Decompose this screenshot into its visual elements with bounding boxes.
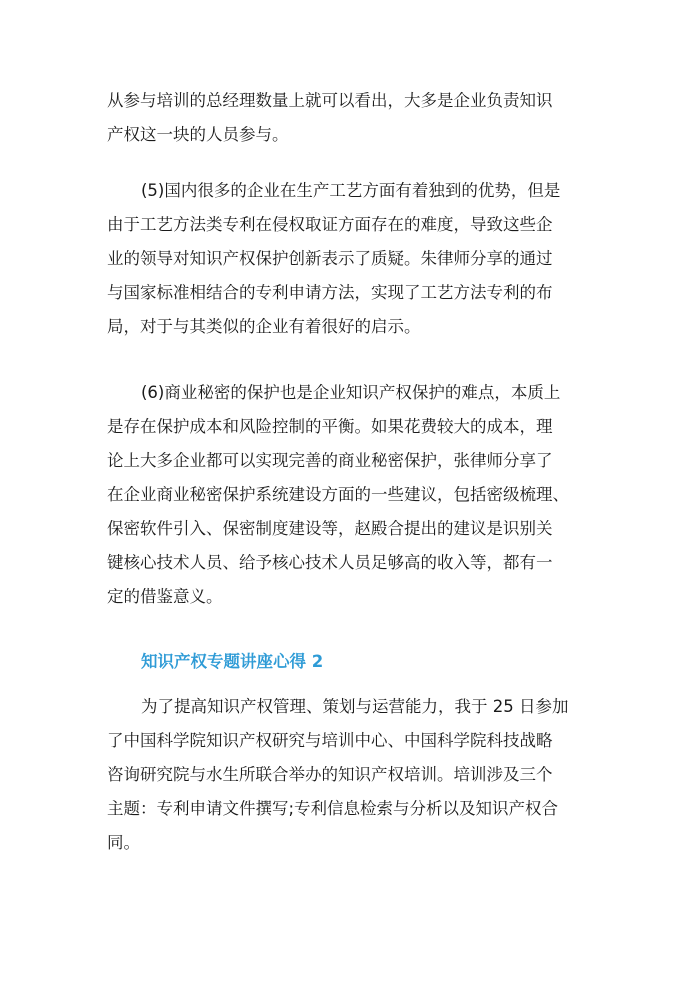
text-line: 从参与培训的总经理数量上就可以看出，大多是企业负责知识 [107, 91, 553, 110]
text-line: 由于工艺方法类专利在侵权取证方面存在的难度，导致这些企 [107, 215, 553, 234]
text-line: 为了提高知识产权管理、策划与运营能力，我于 25 日参加 [141, 697, 569, 716]
text-line: 产权这一块的人员参与。 [107, 125, 289, 144]
text-line: 主题：专利申请文件撰写;专利信息检索与分析以及知识产权合 [107, 799, 559, 818]
text-line: (5)国内很多的企业在生产工艺方面有着独到的优势，但是 [141, 181, 561, 200]
text-line: 定的借鉴意义。 [107, 587, 223, 606]
text-line: 在企业商业秘密保护系统建设方面的一些建议，包括密级梳理、 [107, 485, 569, 504]
text-line: 同。 [107, 833, 140, 852]
paragraph-item-6 [107, 376, 597, 614]
text-line: 键核心技术人员、给予核心技术人员足够高的收入等，都有一 [107, 553, 553, 572]
text-line: 咨询研究院与水生所联合举办的知识产权培训。培训涉及三个 [107, 765, 553, 784]
text-line: (6)商业秘密的保护也是企业知识产权保护的难点，本质上 [141, 383, 561, 402]
paragraph-after-heading [107, 690, 597, 860]
text-line: 论上大多企业都可以实现完善的商业秘密保护，张律师分享了 [107, 451, 553, 470]
text-line: 业的领导对知识产权保护创新表示了质疑。朱律师分享的通过 [107, 249, 553, 268]
paragraph-intro [107, 84, 597, 152]
text-line: 局，对于与其类似的企业有着很好的启示。 [107, 317, 421, 336]
text-line: 是存在保护成本和风险控制的平衡。如果花费较大的成本，理 [107, 417, 553, 436]
text-line: 了中国科学院知识产权研究与培训中心、中国科学院科技战略 [107, 731, 553, 750]
text-line: 与国家标准相结合的专利申请方法，实现了工艺方法专利的布 [107, 283, 553, 302]
text-line: 保密软件引入、保密制度建设等，赵殿合提出的建议是识别关 [107, 519, 553, 538]
section-heading: 知识产权专题讲座心得 2 [141, 652, 324, 671]
paragraph-item-5 [107, 174, 597, 344]
